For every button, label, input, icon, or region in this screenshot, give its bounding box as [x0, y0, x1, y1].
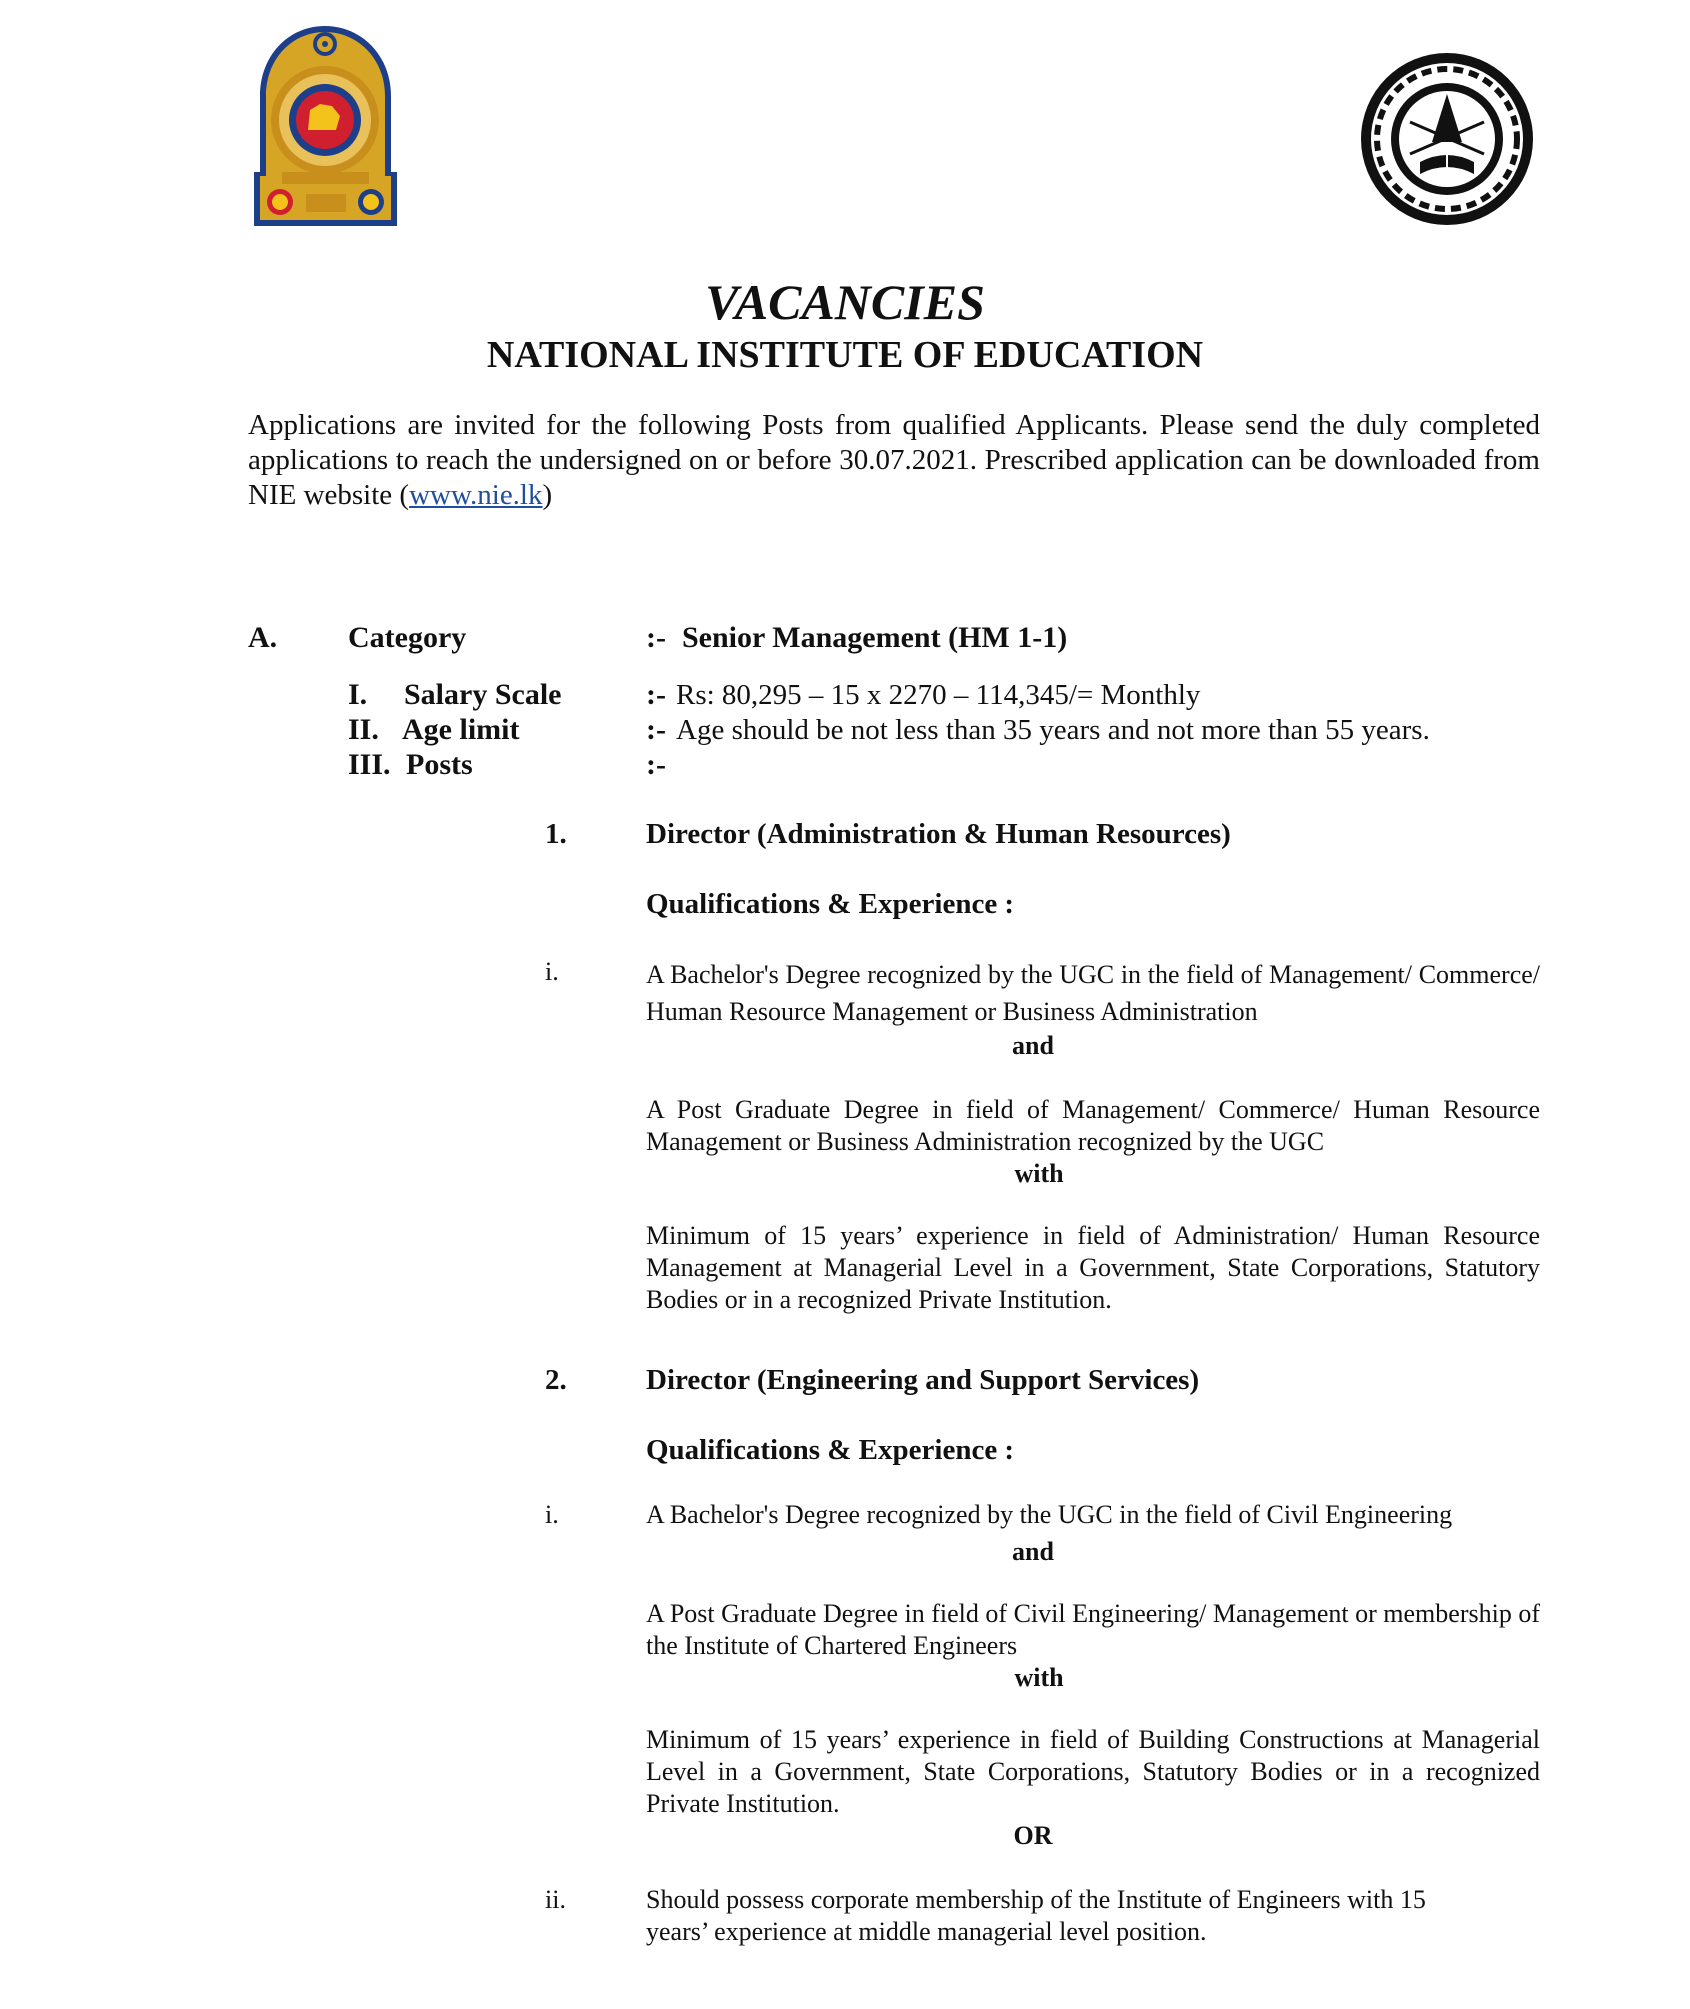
category-label: Category — [348, 621, 467, 654]
post-1-item-i: i. — [545, 957, 559, 986]
post-2-postgrad: A Post Graduate Degree in field of Civil Engineering/ Management or membership of the Institute of Chartered Engineers — [646, 1599, 1540, 1660]
salary-separator: :- — [646, 678, 666, 711]
nie-seal-logo — [1358, 50, 1536, 228]
post-2-item-ii: ii. — [545, 1885, 566, 1914]
age-value: Age should be not less than 35 years and not more than 55 years. — [676, 714, 1430, 746]
age-num: II. — [348, 713, 379, 746]
post-1-number: 1. — [545, 818, 567, 850]
post-1-qualifications-heading: Qualifications & Experience : — [646, 888, 1015, 920]
post-1-experience: Minimum of 15 years’ experience in field of Administration/ Human Resource Management at Managerial Level in a Government, State Corporations, Statutory Bodies or in a recognized Private Institution. — [646, 1221, 1540, 1314]
age-label: Age limit — [402, 713, 520, 746]
page-title: VACANCIES — [705, 274, 985, 330]
posts-label: Posts — [406, 748, 473, 781]
post-1-and: and — [1012, 1031, 1054, 1060]
category-value: Senior Management (HM 1-1) — [682, 621, 1068, 654]
institution-name: NATIONAL INSTITUTE OF EDUCATION — [486, 334, 1204, 376]
intro-text-end: ) — [542, 479, 553, 511]
salary-label: Salary Scale — [404, 678, 562, 711]
salary-value: Rs: 80,295 – 15 x 2270 – 114,345/= Monthly — [676, 679, 1201, 711]
post-2-and: and — [1012, 1537, 1054, 1566]
sri-lanka-emblem-logo — [248, 22, 403, 232]
post-2-or: OR — [1013, 1821, 1053, 1850]
post-2-alternative: Should possess corporate membership of the Institute of Engineers with 15 years’ experience at middle managerial level position. — [646, 1885, 1426, 1946]
post-1-postgrad: A Post Graduate Degree in field of Management/ Commerce/ Human Resource Management or Business Administration recognized by the UGC — [646, 1095, 1540, 1156]
post-2-item-i: i. — [545, 1500, 559, 1529]
post-2-title: Director (Engineering and Support Services) — [646, 1364, 1200, 1396]
post-2-number: 2. — [545, 1364, 567, 1396]
intro-text: Applications are invited for the following Posts from qualified Applicants. Please send the duly completed applications to reach the undersigned on or before 30.07.2021. Prescribed application can be downloaded from NIE website ( — [248, 409, 1540, 511]
post-2-degree: A Bachelor's Degree recognized by the UGC in the field of Civil Engineering — [646, 1500, 1453, 1529]
post-1-title: Director (Administration & Human Resources) — [646, 818, 1231, 850]
intro-paragraph — [248, 408, 1540, 513]
category-separator: :- — [646, 621, 666, 654]
post-2-experience: Minimum of 15 years’ experience in field of Building Constructions at Managerial Level in a Government, State Corporations, Statutory Bodies or in a recognized Private Institution. — [646, 1725, 1540, 1818]
posts-num: III. — [348, 748, 391, 781]
nie-website-link[interactable]: www.nie.lk — [409, 479, 543, 511]
post-1-degree: A Bachelor's Degree recognized by the UGC in the field of Management/ Commerce/ Human Resource Management or Business Administration — [646, 960, 1540, 1026]
posts-separator: :- — [646, 748, 666, 781]
category-letter: A. — [248, 621, 278, 654]
age-separator: :- — [646, 713, 666, 746]
post-2-qualifications-heading: Qualifications & Experience : — [646, 1434, 1015, 1466]
salary-num: I. — [348, 678, 368, 711]
post-2-with: with — [1014, 1663, 1064, 1692]
post-1-with: with — [1014, 1159, 1064, 1188]
